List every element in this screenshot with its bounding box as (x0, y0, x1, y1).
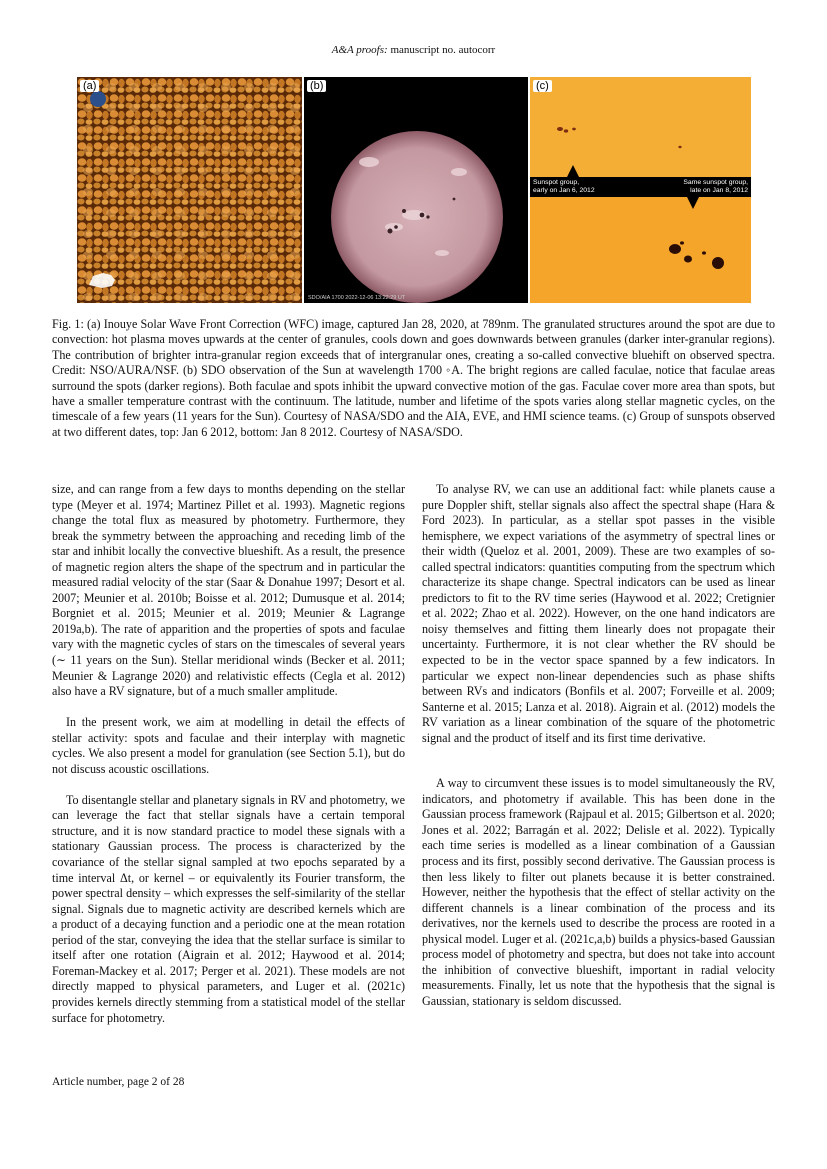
paragraph: To disentangle stellar and planetary signals in RV and photometry, we can leverage the fact that stellar signals have a certain temporal structure, and it is now standard practice to model these signals with a stationary Gaussian process. The process is characterized by the covariance of the stellar signal sampled at two epochs separated by a time interval Δt, or kernel – or equivalently its Fourier transform, the power spectral density – which expresses the self-similarity of the stellar signal. Signals due to magnetic activity are described kernels which are a product of a decaying function and a periodic one at the mean rotation period of the star, conveying the idea that the stellar surface is similar to itself after one rotation (Aigrain et al. 2012; Haywood et al. 2014; Foreman-Mackey et al. 2017; Perger et al. 2021). These models are not directly mapped to physical parameters, and Luger et al. (2021c) provides kernels directly stemming from a statistical model of the stellar surface for photometry. (52, 792, 405, 1025)
logo-badge-icon (90, 91, 106, 107)
panel-a-label: (a) (80, 80, 99, 92)
paragraph: In the present work, we aim at modelling in detail the effects of stellar activity: spots and faculae and their interplay with magnetic cycles. We also present a model for granulation (see Section 5.1), but do not discuss acoustic oscillations. (52, 715, 405, 776)
annotation-early: Sunspot group, early on Jan 6, 2012 (533, 179, 595, 194)
panel-a-granulation-image (77, 77, 302, 303)
granulation-svg (77, 77, 302, 303)
sdo-footer-text: SDO/AIA 1700 2022-12-06 13:22:29 UT (308, 295, 406, 301)
journal-name: A&A proofs: (331, 44, 388, 56)
manuscript-id: manuscript no. autocorr (390, 44, 496, 56)
panel-b-label: (b) (307, 80, 326, 92)
paragraph: A way to circumvent these issues is to model simultaneously the RV, indicators, and photometry if available. This has been done in the Gaussian process framework (Rajpaul et al. 2015; Gilbertson et al. 2020; Jones et al. 2022; Barragán et al. 2022; Delisle et al. 2022). Typically each time series is modelled as a linear combination of a Gaussian process and its first, possibly second derivative. The Gaussian process is then less likely to filter out planets because it is better constrained. However, neither the hypothesis that the effect of stellar activity on the different channels is a linear combination of the process and its derivatives, nor the kernels used to describe the process are rooted in a physical model. Luger et al. (2021c,a,b) builds a physics-based Gaussian process model of photometry and spectra, but does not take into account the inhibition of convective blueshift, important in radial velocity measurements. Finally, let us note that the hypothesis that the signal is Gaussian, stationary is seldom discussed. (422, 776, 775, 1008)
right-column (422, 482, 775, 1025)
running-header (0, 44, 827, 56)
figure-caption: Fig. 1: (a) Inouye Solar Wave Front Correction (WFC) image, captured Jan 28, 2020, at 789nm. The granulated structures around the spot are due to convection: hot plasma moves upwards at the center of granules, cools down and goes downwards between granules (darker inter-granular regions). The contribution of brighter intra-granular region exceeds that of intergranular ones, creating a so-called convective bluehift on observed spectra. Credit: NSO/AURA/NSF. (b) SDO observation of the Sun at wavelength 1700 ◦A. The bright regions are called faculae, notice that faculae areas surround the spots (darker regions). Both faculae and spots inhibit the upward convective motion of the gas. Faculae cover more area than spots, but have a smaller temperature contrast with the continuum. The latitude, number and lifetime of the spots varies along stellar magnetic cycles, on the timescale of a few years (11 years for the Sun). Courtesy of NASA/SDO and the AIA, EVE, and HMI science teams. (c) Group of sunspots observed at two different dates, top: Jan 6 2012, bottom: Jan 8 2012. Courtesy of NASA/SDO. (52, 317, 775, 439)
panel-c-sunspots-image (530, 77, 751, 303)
figure-1 (77, 77, 751, 303)
paragraph: To analyse RV, we can use an additional fact: while planets cause a pure Doppler shift, stellar signals also affect the spectral shape (Hara & Ford 2023). In particular, as a stellar spot passes in the visible hemisphere, we expect variations of the asymmetry of spectral lines or their width (Queloz et al. 2001, 2009). These are two examples of so-called spectral indicators: quantities computing from the spectrum which characterize its shape change. Spectral indicators can be used as linear predictors to fit to the RV time series (Haywood et al. 2022; Cretignier et al. 2022; Zhao et al. 2022). However, on the one hand indicators are noisy themselves and fitting them linearly does not propagate their uncertainty. Furthermore, it is not clear whether the RV should be expected to be in the vector space spanned by a few indicators. In particular we expect non-linear dependencies such as phase shifts between RVs and indicators (Bonfils et al. 2007; Forveille et al. 2009; Santerne et al. 2015; Lanza et al. 2018). Aigrain et al. (2012) models the RV variation as a linear combination of the square of the photometric signal and the product of itself and its first time derivative. (422, 482, 775, 745)
panel-c-label: (c) (533, 80, 552, 92)
panel-b-sdo-image (304, 77, 528, 303)
left-column (52, 482, 405, 1042)
annotation-late: Same sunspot group, late on Jan 8, 2012 (683, 179, 748, 194)
sun-disk-svg (304, 77, 528, 303)
paragraph: size, and can range from a few days to months depending on the stellar type (Meyer et al. 1974; Martinez Pillet et al. 1993). Magnetic regions change the total flux as measured by photometry. Furthermore, they break the symmetry between the approaching and receding limb of the star and inhibit locally the convective blueshift. As a result, the presence of magnetic region alters the shape of the spectrum and in particular the measured radial velocity of the star (Saar & Donahue 1997; Desort et al. 2007; Meunier et al. 2010b; Boisse et al. 2012; Dumusque et al. 2014; Borgniet et al. 2015; Meunier et al. 2019; Meunier & Lagrange 2019a,b). The rate of apparition and the properties of spots and faculae vary with the magnetic cycles of stars on the timescales of several years (∼ 11 years on the Sun). Stellar meridional winds (Becker et al. 2011; Meunier & Lagrange 2020) and relativistic effects (Cegla et al. 2012) also have a RV signature, but of a much smaller amplitude. (52, 482, 405, 699)
page-footer: Article number, page 2 of 28 (52, 1076, 185, 1088)
